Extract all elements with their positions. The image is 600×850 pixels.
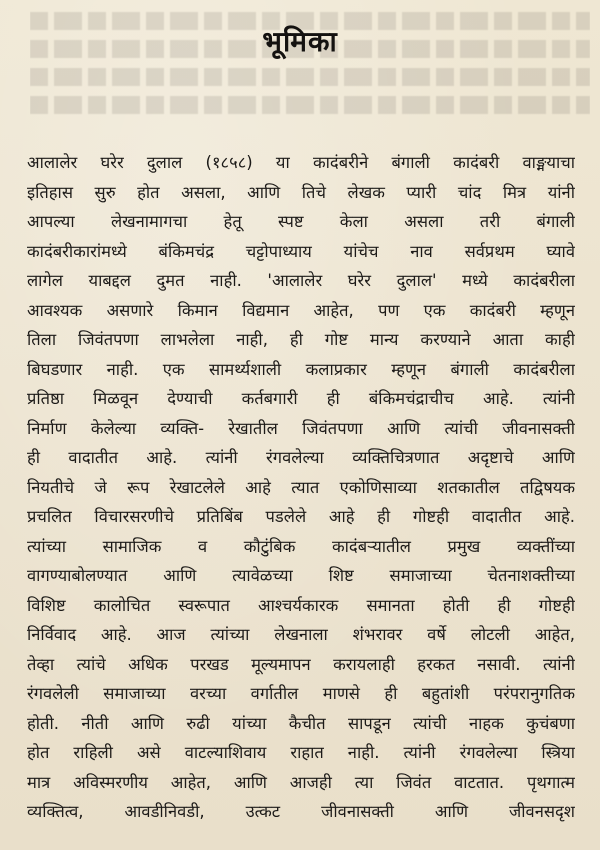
text-line: त्यांच्या सामाजिक व कौटुंबिक कादंबऱ्यातील प्रमुख व्यक्तींच्या [27, 536, 575, 556]
text-line: लागेल याबद्दल दुमत नाही. 'आलालेर घरेर दुलाल' मध्ये कादंबरीला [27, 271, 575, 290]
text-line: निर्विवाद आहे. आज त्यांच्या लेखनाला शंभरावर वर्षे लोटली आहेत, [27, 625, 575, 644]
text-line: आपल्या लेखनामागचा हेतू स्पष्ट केला असला तरी बंगाली [27, 212, 575, 231]
text-line: होत राहिली असे वाटल्याशिवाय राहात नाही. त्यांनी रंगवलेल्या स्त्रिया [27, 743, 575, 762]
text-line: तिला जिवंतपणा लाभलेला नाही, ही गोष्ट मान्य करण्याने आता काही [27, 330, 575, 349]
page-title: भूमिका [262, 25, 338, 58]
text-line: विशिष्ट कालोचित स्वरूपात आश्चर्यकारक समानता होती ही गोष्टही [27, 595, 575, 615]
text-line: वागण्याबोलण्यात आणि त्यावेळच्या शिष्ट समाजाच्या चेतनाशक्तीच्या [27, 566, 575, 585]
text-line: होती. नीती आणि रुढी यांच्या कैचीत सापडून त्यांची नाहक कुचंबणा [27, 713, 575, 733]
text-line: बिघडणार नाही. एक सामर्थ्यशाली कलाप्रकार म्हणून बंगाली कादंबरीला [27, 359, 575, 379]
text-line: तेव्हा त्यांचे अधिक परखड मूल्यमापन करायलाही हरकत नसावी. त्यांनी [27, 654, 575, 674]
text-line: मात्र अविस्मरणीय आहेत, आणि आजही त्या जिवंत वाटतात. पृथगात्म [27, 772, 575, 792]
text-line: निर्माण केलेल्या व्यक्ति- रेखातील जिवंतपणा आणि त्यांची जीवनासक्ती [27, 418, 575, 438]
text-line: रंगवलेली समाजाच्या वरच्या वर्गातील माणसे ही बहुतांशी परंपरानुगतिक [27, 684, 575, 703]
text-line: ही वादातीत आहे. त्यांनी रंगवलेल्या व्यक्तिचित्रणात अदृष्टाचे आणि [27, 448, 575, 467]
text-line: प्रचलित विचारसरणीचे प्रतिबिंब पडलेले आहे ही गोष्टही वादातीत आहे. [27, 507, 575, 526]
body-text [27, 148, 575, 827]
text-line: कादंबरीकारांमध्ये बंकिमचंद्र चट्टोपाध्याय यांचेच नाव सर्वप्रथम घ्यावे [27, 241, 575, 261]
text-line: नियतीचे जे रूप रेखाटलेले आहे त्यात एकोणिसाव्या शतकातील तद्विषयक [27, 477, 575, 497]
text-line: प्रतिष्ठा मिळवून देण्याची कर्तबगारी ही बंकिमचंद्राचीच आहे. त्यांनी [27, 389, 575, 408]
text-line: व्यक्तित्व, आवडीनिवडी, उत्कट जीवनासक्ती आणि जीवनसदृश [27, 802, 575, 821]
text-line: आलालेर घरेर दुलाल (१८५८) या कादंबरीने बंगाली कादंबरी वाङ्मयाचा [27, 153, 575, 172]
text-line: आवश्यक असणारे किमान विद्यमान आहेत, पण एक कादंबरी म्हणून [27, 300, 575, 320]
text-line: इतिहास सुरु होत असला, आणि तिचे लेखक प्यारी चांद मित्र यांनी [27, 182, 575, 202]
